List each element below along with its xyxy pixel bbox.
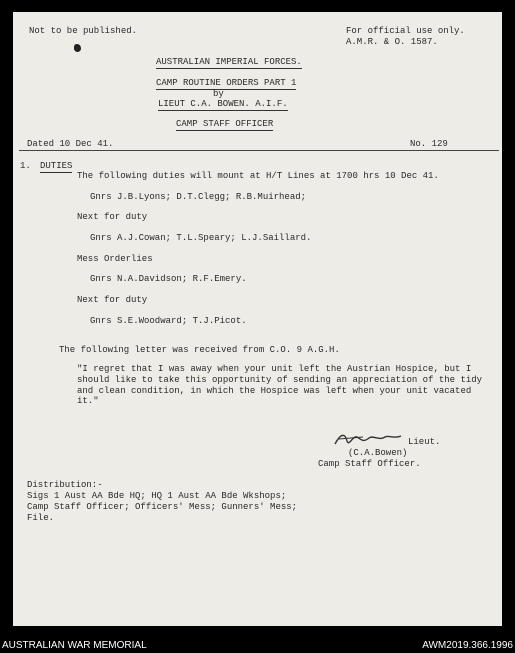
order-number: No. 129 (410, 139, 448, 149)
duties-intro: The following duties will mount at H/T Lines at 1700 hrs 10 Dec 41. (77, 171, 439, 181)
ink-blot (74, 44, 81, 52)
form-reference: A.M.R. & O. 1587. (346, 37, 438, 47)
title-officer-role: CAMP STAFF OFFICER (176, 119, 273, 131)
date-line: Dated 10 Dec 41. (27, 139, 114, 149)
duty-line: Gnrs S.E.Woodward; T.J.Picot. (90, 316, 247, 326)
title-officer-name: LIEUT C.A. BOWEN. A.I.F. (158, 99, 288, 111)
next-for-duty-heading: Next for duty (77, 295, 148, 305)
distribution-line: File. (27, 513, 55, 523)
section-heading: DUTIES (40, 161, 72, 173)
title-forces: AUSTRALIAN IMPERIAL FORCES. (156, 57, 302, 69)
next-for-duty-heading: Next for duty (77, 212, 148, 222)
archive-name: AUSTRALIAN WAR MEMORIAL (2, 640, 147, 651)
official-use-note: For official use only. (346, 26, 465, 36)
duty-line: Gnrs J.B.Lyons; D.T.Clegg; R.B.Muirhead; (90, 192, 307, 202)
section-number: 1. (20, 161, 31, 171)
archive-footer (0, 638, 515, 653)
letter-intro: The following letter was received from C.O. 9 A.G.H. (59, 345, 340, 355)
duty-line: Gnrs N.A.Davidson; R.F.Emery. (90, 274, 247, 284)
letter-quote: "I regret that I was away when your unit left the Austrian Hospice, but I should like to take this opportunity of sending an appreciation of the tidy and clean condition, in which the Hospice was left when your unit vacated it." (77, 364, 483, 407)
duty-line: Gnrs A.J.Cowan; T.L.Speary; L.J.Saillard. (90, 233, 312, 243)
signature-name: (C.A.Bowen) (348, 448, 408, 458)
distribution-label: Distribution:- (27, 480, 103, 490)
header-rule (19, 150, 499, 151)
title-orders: CAMP ROUTINE ORDERS PART 1 (156, 78, 296, 90)
document-page (13, 12, 502, 626)
signature-rank: Lieut. (408, 437, 441, 447)
distribution-line: Sigs 1 Aust AA Bde HQ; HQ 1 Aust AA Bde Wkshops; (27, 491, 287, 501)
mess-orderlies-heading: Mess Orderlies (77, 254, 153, 264)
distribution-line: Camp Staff Officer; Officers' Mess; Gunners' Mess; (27, 502, 298, 512)
handwritten-signature (333, 429, 403, 449)
signature-title: Camp Staff Officer. (318, 459, 421, 469)
title-by: by (213, 89, 224, 99)
accession-number: AWM2019.366.1996 (422, 640, 513, 651)
not-published-note: Not to be published. (29, 26, 138, 36)
